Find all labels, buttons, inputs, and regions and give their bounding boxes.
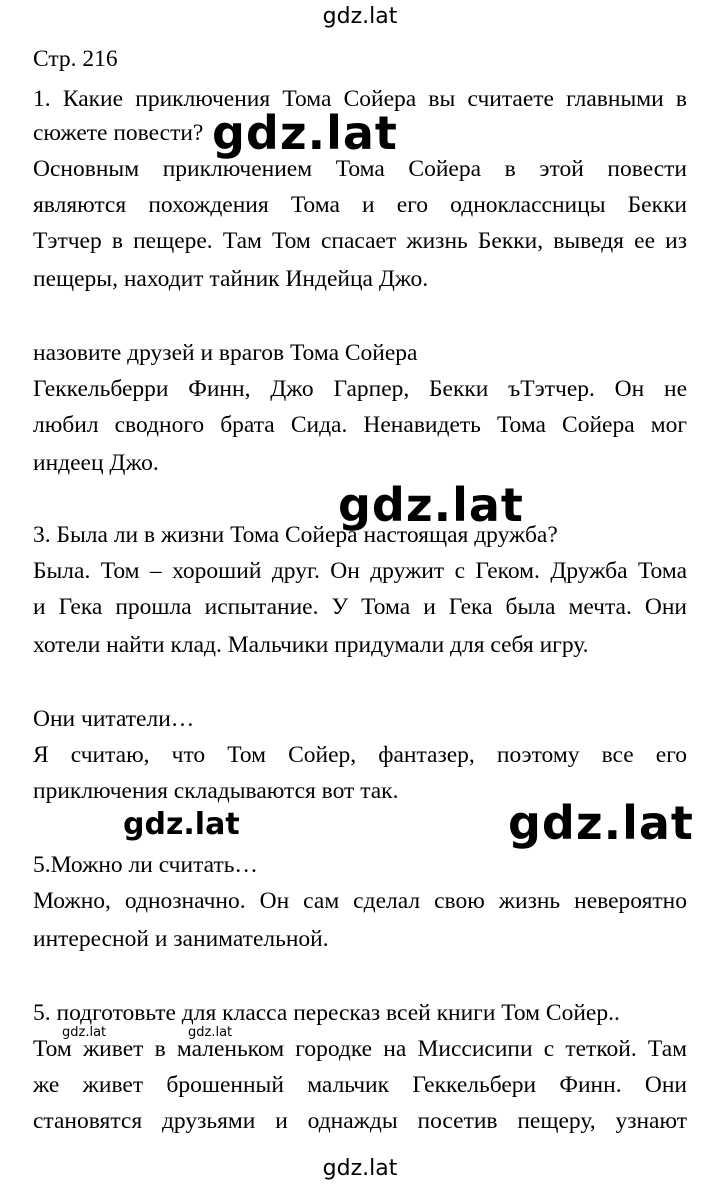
text-line: Том живет в маленьком городке на Миссисипи с теткой. Там	[33, 1036, 687, 1062]
text-line: 3. Была ли в жизни Тома Сойера настоящая дружба?	[33, 522, 558, 548]
text-line: интересной и занимательной.	[33, 926, 329, 952]
text-line: любил сводного брата Сида. Ненавидеть Тома Сойера мог	[33, 412, 687, 438]
watermark-large: gdz.lat	[508, 796, 694, 850]
text-line: Можно, однозначно. Он сам сделал свою жизнь невероятно	[33, 888, 687, 914]
text-line: сюжете повести?	[33, 120, 204, 146]
page-label: Стр. 216	[33, 46, 118, 72]
watermark-bottom: gdz.lat	[322, 1156, 398, 1181]
text-line: пещеры, находит тайник Индейца Джо.	[33, 266, 429, 292]
text-line: назовите друзей и врагов Тома Сойера	[33, 340, 418, 366]
watermark-small: gdz.lat	[188, 1025, 233, 1040]
text-line: Тэтчер в пещере. Там Том спасает жизнь Бекки, выведя ее из	[33, 228, 687, 254]
text-line: 5. подготовьте для класса пересказ всей книги Том Сойер..	[33, 1000, 620, 1026]
text-line: Геккельберри Финн, Джо Гарпер, Бекки ъТэтчер. Он не	[33, 376, 687, 402]
text-line: Основным приключением Тома Сойера в этой повести	[33, 156, 687, 182]
watermark-medium: gdz.lat	[123, 807, 240, 842]
text-line: становятся друзьями и однажды посетив пещеру, узнают	[33, 1108, 687, 1134]
watermark-small: gdz.lat	[62, 1025, 107, 1040]
text-line: хотели найти клад. Мальчики придумали для себя игру.	[33, 632, 589, 658]
text-line: и Гека прошла испытание. У Тома и Гека была мечта. Они	[33, 594, 687, 620]
watermark-large: gdz.lat	[338, 478, 524, 532]
text-line: же живет брошенный мальчик Геккельбери Финн. Они	[33, 1072, 687, 1098]
text-line: приключения складываются вот так.	[33, 778, 399, 804]
watermark-large: gdz.lat	[212, 106, 398, 160]
text-line: 1. Какие приключения Тома Сойера вы считаете главными в	[33, 86, 687, 112]
text-line: Они читатели…	[33, 706, 195, 732]
text-line: индеец Джо.	[33, 450, 159, 476]
text-line: являются похождения Тома и его одноклассницы Бекки	[33, 192, 687, 218]
text-line: Была. Том – хороший друг. Он дружит с Геком. Дружба Тома	[33, 558, 687, 584]
text-line: Я считаю, что Том Сойер, фантазер, поэтому все его	[33, 742, 687, 768]
watermark-top: gdz.lat	[322, 4, 398, 29]
text-line: 5.Можно ли считать…	[33, 852, 258, 878]
